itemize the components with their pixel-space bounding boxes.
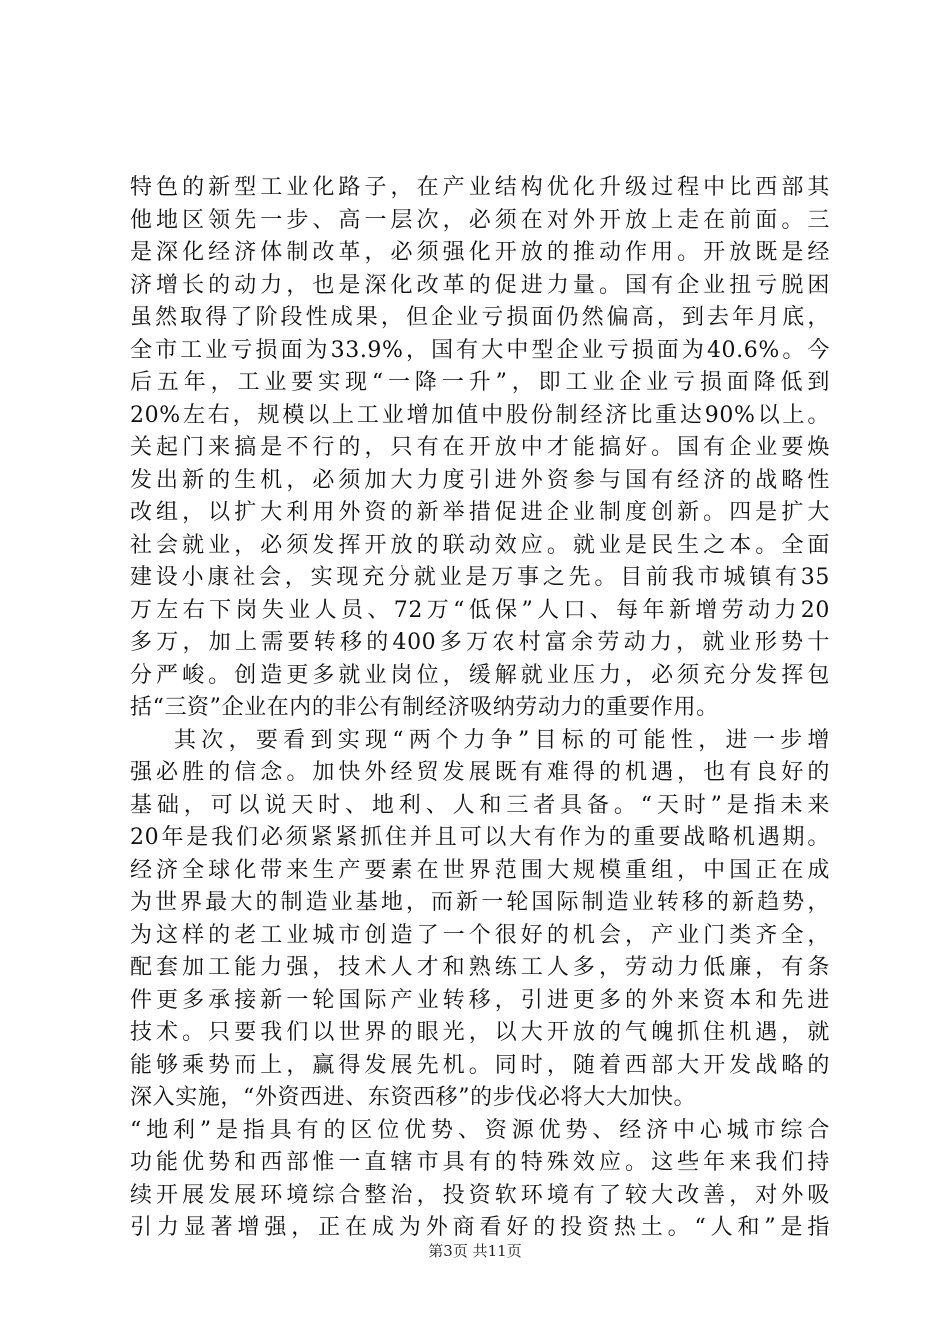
text-line: 括“三资”企业在内的非公有制经济吸纳劳动力的重要作用。 — [130, 695, 719, 720]
text-line: 技术。只要我们以世界的眼光，以大开放的气魄抓住机遇，就 — [130, 1020, 830, 1045]
text-line: 能够乘势而上，赢得发展先机。同时，随着西部大开发战略的 — [130, 1052, 830, 1078]
text-line: 后五年，工业要实现“一降一升”，即工业企业亏损面降低到 — [130, 370, 830, 395]
text-line: 万左右下岗失业人员、72万“低保”人口、每年新增劳动力20 — [130, 597, 830, 623]
text-line: 为世界最大的制造业基地，而新一轮国际制造业转移的新趋势， — [130, 890, 830, 915]
text-line: 经济全球化带来生产要素在世界范围大规模重组，中国正在成 — [130, 857, 830, 883]
text-line: 是深化经济体制改革，必须强化开放的推动作用。开放既是经 — [130, 240, 830, 265]
text-line: 深入实施，“外资西进、东资西移”的步伐必将大大加快。 — [130, 1085, 697, 1110]
text-line: “地利”是指具有的区位优势、资源优势、经济中心城市综合 — [130, 1117, 830, 1143]
text-line: 配套加工能力强，技术人才和熟练工人多，劳动力低廉，有条 — [130, 955, 830, 980]
page-number-footer: 第3页 共11页 — [428, 1242, 522, 1260]
text-line: 多万，加上需要转移的400多万农村富余劳动力，就业形势十 — [130, 630, 830, 655]
text-line: 发出新的生机，必须加大力度引进外资参与国有经济的战略性 — [130, 467, 830, 493]
text-line: 他地区领先一步、高一层次，必须在对外开放上走在前面。三 — [130, 207, 830, 233]
text-line: 件更多承接新一轮国际产业转移，引进更多的外来资本和先进 — [130, 987, 830, 1013]
paragraph-first-line: 其次，要看到实现“两个力争”目标的可能性，进一步增 — [174, 727, 830, 753]
text-line: 虽然取得了阶段性成果，但企业亏损面仍然偏高，到去年月底， — [130, 305, 830, 330]
text-line: 改组，以扩大利用外资的新举措促进企业制度创新。四是扩大 — [130, 500, 830, 525]
text-line: 特色的新型工业化路子，在产业结构优化升级过程中比西部其 — [130, 175, 830, 200]
text-line: 20%左右，规模以上工业增加值中股份制经济比重达90%以上。 — [130, 402, 830, 428]
text-line: 济增长的动力，也是深化改革的促进力量。国有企业扭亏脱困 — [130, 272, 830, 298]
text-line: 引力显著增强，正在成为外商看好的投资热土。“人和”是指 — [130, 1215, 830, 1240]
text-line: 关起门来搞是不行的，只有在开放中才能搞好。国有企业要焕 — [130, 435, 830, 460]
body-text — [130, 172, 830, 1245]
text-line: 功能优势和西部惟一直辖市具有的特殊效应。这些年来我们持 — [130, 1150, 830, 1175]
text-line: 为这样的老工业城市创造了一个很好的机会，产业门类齐全， — [130, 922, 830, 948]
text-line: 建设小康社会，实现充分就业是万事之先。目前我市城镇有35 — [130, 565, 830, 590]
text-line: 社会就业，必须发挥开放的联动效应。就业是民生之本。全面 — [130, 532, 830, 558]
text-line: 20年是我们必须紧紧抓住并且可以大有作为的重要战略机遇期。 — [130, 825, 830, 850]
text-line: 基础，可以说天时、地利、人和三者具备。“天时”是指未来 — [130, 792, 830, 818]
text-line: 分严峻。创造更多就业岗位，缓解就业压力，必须充分发挥包 — [130, 662, 830, 688]
text-line: 续开展发展环境综合整治，投资软环境有了较大改善，对外吸 — [130, 1182, 830, 1208]
text-line: 强必胜的信念。加快外经贸发展既有难得的机遇，也有良好的 — [130, 760, 830, 785]
text-line: 全市工业亏损面为33.9%，国有大中型企业亏损面为40.6%。今 — [130, 337, 830, 363]
